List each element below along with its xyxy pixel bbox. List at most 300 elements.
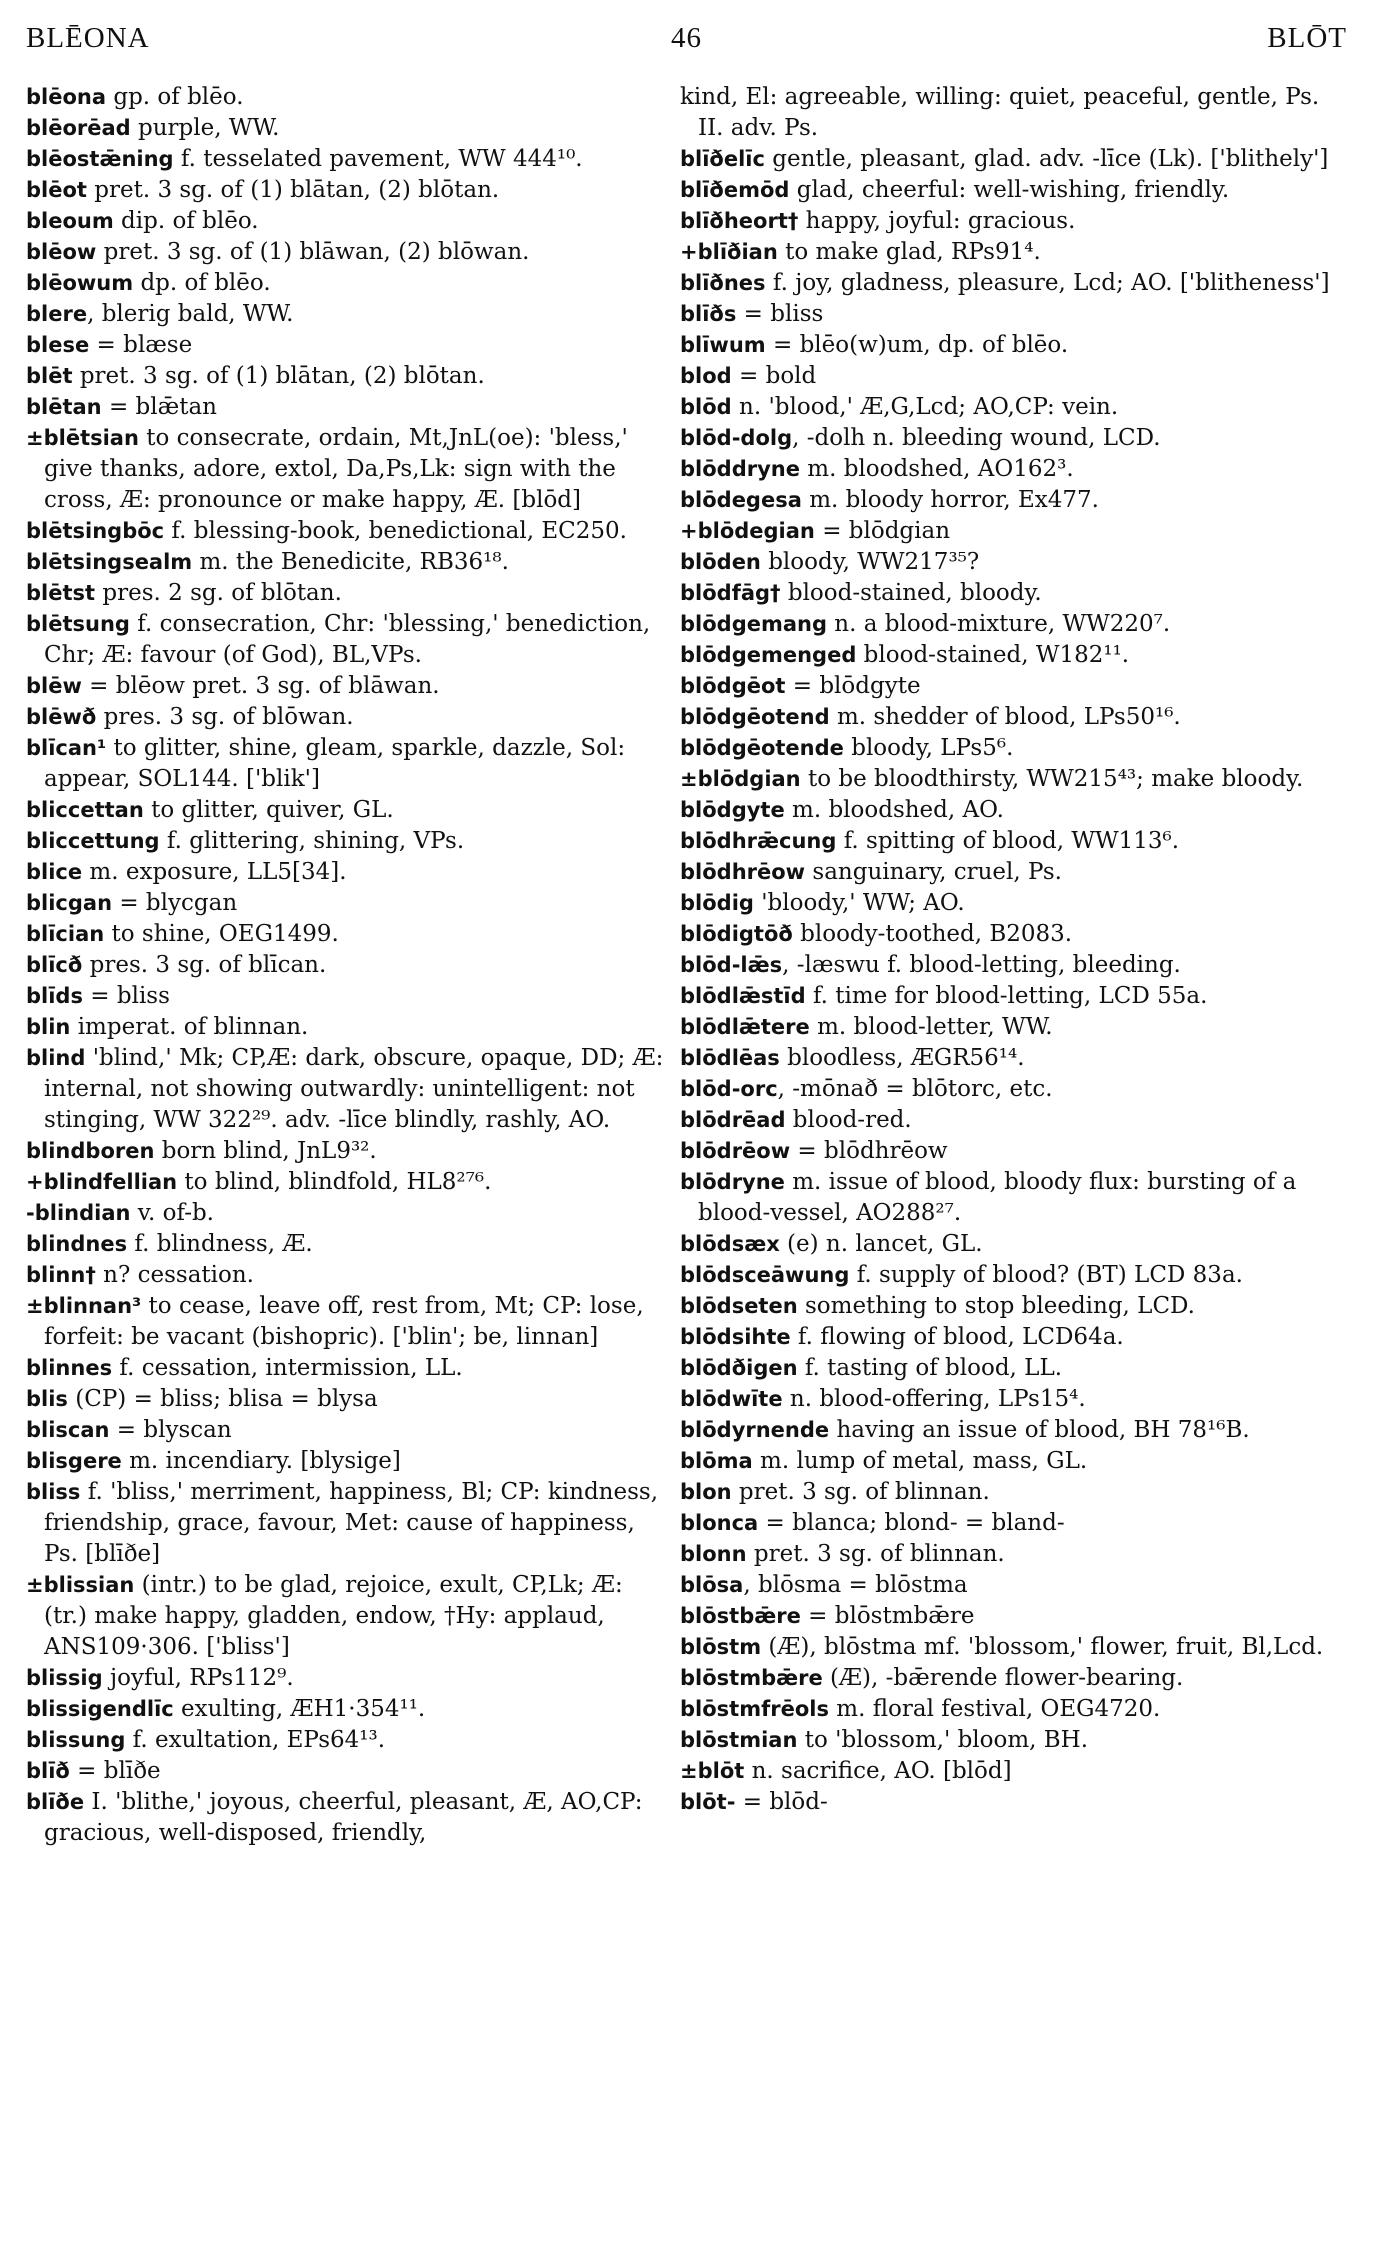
definition: m. floral festival, OEG4720.: [828, 1696, 1161, 1722]
headword: blēowum: [26, 271, 134, 295]
headword: blōt-: [680, 1790, 736, 1814]
headword: blōdgēotend: [680, 705, 830, 729]
dictionary-entry: [26, 733, 666, 795]
dictionary-entry: [680, 1384, 1336, 1415]
headword: blōdsihte: [680, 1325, 791, 1349]
headword: blōddryne: [680, 457, 800, 481]
definition: = blǣtan: [101, 394, 217, 420]
definition: joyful, RPs112⁹.: [102, 1665, 294, 1691]
definition: = blēow pret. 3 sg. of blāwan.: [81, 673, 440, 699]
headword: blōdhrǣcung: [680, 829, 837, 853]
headword: blisgere: [26, 1449, 122, 1473]
definition: = blīðe: [69, 1758, 161, 1784]
dictionary-entry: [680, 206, 1336, 237]
headword: blēot: [26, 178, 87, 202]
right-column: [680, 82, 1336, 1818]
definition: to blind, blindfold, HL8²⁷⁶.: [177, 1169, 492, 1195]
definition: m. lump of metal, mass, GL.: [752, 1448, 1088, 1474]
headword: blinnes: [26, 1356, 113, 1380]
definition: f. supply of blood? (BT) LCD 83a.: [849, 1262, 1243, 1288]
dictionary-entry: [680, 392, 1336, 423]
dictionary-entry: [680, 330, 1336, 361]
headword: blēona: [26, 85, 107, 109]
headword: blis: [26, 1387, 68, 1411]
definition: (e) n. lancet, GL.: [779, 1231, 983, 1257]
headword: blōd-lǣs: [680, 953, 783, 977]
dictionary-entry: [680, 640, 1336, 671]
headword: bliccettan: [26, 798, 144, 822]
definition: f. joy, gladness, pleasure, Lcd; AO. ['blitheness']: [765, 270, 1330, 296]
headword: blissigendlīc: [26, 1697, 174, 1721]
dictionary-entry: [26, 857, 666, 888]
headword: blēw: [26, 674, 82, 698]
definition: n. 'blood,' Æ,G,Lcd; AO,CP: vein.: [731, 394, 1119, 420]
dictionary-entry: [680, 361, 1336, 392]
dictionary-entry: [26, 206, 666, 237]
dictionary-entry: [680, 82, 1336, 144]
definition: pres. 3 sg. of blōwan.: [96, 704, 354, 730]
definition: bloody-toothed, B2083.: [792, 921, 1073, 947]
dictionary-entry: [680, 547, 1336, 578]
dictionary-entry: [26, 1663, 666, 1694]
definition: blood-stained, bloody.: [780, 580, 1042, 606]
definition: = bold: [731, 363, 817, 389]
headword: blissung: [26, 1728, 126, 1752]
dictionary-entry: [680, 144, 1336, 175]
definition: (Æ), blōstma mf. 'blossom,' flower, fruit, Bl,Lcd.: [761, 1634, 1324, 1660]
dictionary-entry: [26, 888, 666, 919]
headword: blētst: [26, 581, 96, 605]
headword: blindboren: [26, 1139, 155, 1163]
dictionary-entry: [26, 1043, 666, 1136]
dictionary-entry: [680, 423, 1336, 454]
dictionary-entry: [680, 268, 1336, 299]
headword: blōdrēad: [680, 1108, 786, 1132]
headword: blōdryne: [680, 1170, 785, 1194]
headword: blōstbǣre: [680, 1604, 801, 1628]
dictionary-entry: [680, 888, 1336, 919]
headword: blōstmfrēols: [680, 1697, 829, 1721]
headword: blōstmian: [680, 1728, 798, 1752]
dictionary-entry: [680, 1756, 1336, 1787]
headword: blētsingsealm: [26, 550, 193, 574]
dictionary-entry: [26, 981, 666, 1012]
dictionary-entry: [26, 702, 666, 733]
dictionary-entry: [26, 1384, 666, 1415]
dictionary-entry: [26, 299, 666, 330]
definition: = blycgan: [112, 890, 238, 916]
dictionary-entry: [26, 1570, 666, 1663]
definition: m. exposure, LL5[34].: [82, 859, 347, 885]
dictionary-entry: [26, 1477, 666, 1570]
definition: = blōd-: [735, 1789, 828, 1815]
definition: n. blood-offering, LPs15⁴.: [782, 1386, 1086, 1412]
definition: f. exultation, EPs64¹³.: [125, 1727, 386, 1753]
definition: f. spitting of blood, WW113⁶.: [836, 828, 1180, 854]
definition: 'blind,' Mk; CP,Æ: dark, obscure, opaque, DD; Æ: internal, not showing outwardly: unintelligent: not stinging, WW 322²⁹. adv. -līce blindly, rashly, AO.: [44, 1045, 664, 1133]
dictionary-entry: [680, 733, 1336, 764]
definition: pret. 3 sg. of blinnan.: [746, 1541, 1005, 1567]
headword: blīðnes: [680, 271, 766, 295]
headword: +blīðian: [680, 240, 778, 264]
definition: = blyscan: [109, 1417, 232, 1443]
definition: gentle, pleasant, glad. adv. -līce (Lk). ['blithely']: [764, 146, 1329, 172]
dictionary-entry: [680, 764, 1336, 795]
definition: to cease, leave off, rest from, Mt; CP: lose, forfeit: be vacant (bishopric). ['blin'; be, linnan]: [44, 1293, 644, 1350]
headword: blicgan: [26, 891, 113, 915]
definition: glad, cheerful: well-wishing, friendly.: [789, 177, 1230, 203]
dictionary-entry: [26, 1167, 666, 1198]
definition: m. incendiary. [blysige]: [121, 1448, 401, 1474]
headword: blōdhrēow: [680, 860, 806, 884]
headword: blīcð: [26, 953, 83, 977]
headword: blōdðigen: [680, 1356, 798, 1380]
definition: f. blessing-book, benedictional, EC250.: [164, 518, 627, 544]
dictionary-entry: [26, 1446, 666, 1477]
headword: blīð: [26, 1759, 70, 1783]
definition: , -læswu f. blood-letting, bleeding.: [782, 952, 1181, 978]
definition: gp. of blēo.: [106, 84, 244, 110]
headword: blēt: [26, 364, 73, 388]
headword: blere: [26, 302, 88, 326]
definition: m. bloodshed, AO162³.: [799, 456, 1074, 482]
headword: blinn†: [26, 1263, 96, 1287]
dictionary-entry: [26, 1012, 666, 1043]
headword: -blindian: [26, 1201, 131, 1225]
headword: blōdsceāwung: [680, 1263, 850, 1287]
dictionary-entry: [26, 1694, 666, 1725]
headword: blētsingbōc: [26, 519, 165, 543]
dictionary-entry: [680, 1167, 1336, 1229]
dictionary-entry: [680, 578, 1336, 609]
dictionary-entry: [680, 1012, 1336, 1043]
definition: sanguinary, cruel, Ps.: [805, 859, 1062, 885]
headword: blōstm: [680, 1635, 762, 1659]
dictionary-entry: [680, 981, 1336, 1012]
definition: n. a blood-mixture, WW220⁷.: [827, 611, 1171, 637]
definition: pret. 3 sg. of blinnan.: [731, 1479, 990, 1505]
dictionary-entry: [26, 268, 666, 299]
dictionary-entry: [680, 1415, 1336, 1446]
dictionary-entry: [680, 1074, 1336, 1105]
dictionary-entry: [680, 516, 1336, 547]
dictionary-entry: [680, 1136, 1336, 1167]
headword: blōd: [680, 395, 732, 419]
definition: = blōdhrēow: [790, 1138, 948, 1164]
definition: something to stop bleeding, LCD.: [797, 1293, 1195, 1319]
definition: m. bloodshed, AO.: [784, 797, 1004, 823]
dictionary-entry: [26, 1353, 666, 1384]
definition: = blanca; blond- = bland-: [758, 1510, 1065, 1536]
definition: , blerig bald, WW.: [87, 301, 294, 327]
dictionary-entry: [26, 1415, 666, 1446]
headword: blod: [680, 364, 732, 388]
dictionary-entry: [680, 1787, 1336, 1818]
dictionary-entry: [680, 1632, 1336, 1663]
definition: , -mōnað = blōtorc, etc.: [777, 1076, 1053, 1102]
dictionary-entry: [26, 1260, 666, 1291]
definition: = bliss: [82, 983, 170, 1009]
definition: imperat. of blinnan.: [70, 1014, 309, 1040]
dictionary-entry: [680, 919, 1336, 950]
dictionary-entry: [26, 330, 666, 361]
headword: blēorēad: [26, 116, 131, 140]
headword: blice: [26, 860, 83, 884]
dictionary-entry: [26, 516, 666, 547]
headword: ±blissian: [26, 1573, 135, 1597]
dictionary-entry: [680, 1694, 1336, 1725]
definition: 'bloody,' WW; AO.: [753, 890, 965, 916]
dictionary-entry: [680, 671, 1336, 702]
dictionary-entry: [680, 609, 1336, 640]
definition: I. 'blithe,' joyous, cheerful, pleasant, Æ, AO,CP: gracious, well-disposed, friendly,: [44, 1789, 643, 1846]
dictionary-entry: [680, 1322, 1336, 1353]
headword: blōden: [680, 550, 761, 574]
definition: f. flowing of blood, LCD64a.: [790, 1324, 1124, 1350]
dictionary-entry: [26, 1229, 666, 1260]
headword: blōstmbǣre: [680, 1666, 823, 1690]
dictionary-entry: [680, 1508, 1336, 1539]
headword: blōdwīte: [680, 1387, 783, 1411]
definition: m. bloody horror, Ex477.: [801, 487, 1099, 513]
dictionary-entry: [680, 857, 1336, 888]
definition: exulting, ÆH1·354¹¹.: [173, 1696, 426, 1722]
definition: , blōsma = blōstma: [743, 1572, 968, 1598]
headword: blōsa: [680, 1573, 744, 1597]
definition: (CP) = bliss; blisa = blysa: [67, 1386, 378, 1412]
headword: +blōdegian: [680, 519, 815, 543]
dictionary-entry: [26, 361, 666, 392]
headword: blon: [680, 1480, 732, 1504]
dictionary-entry: [680, 1446, 1336, 1477]
left-column: [26, 82, 666, 1849]
headword: blonn: [680, 1542, 747, 1566]
dictionary-entry: [26, 826, 666, 857]
definition: = blōdgyte: [785, 673, 921, 699]
headword: blēwð: [26, 705, 97, 729]
definition: = bliss: [736, 301, 824, 327]
headword: blōdlǣstīd: [680, 984, 806, 1008]
definition: to be bloodthirsty, WW215⁴³; make bloody.: [800, 766, 1304, 792]
definition: pres. 2 sg. of blōtan.: [95, 580, 342, 606]
headword: blōdgyte: [680, 798, 785, 822]
definition: m. issue of blood, bloody flux: bursting of a blood-vessel, AO288²⁷.: [698, 1169, 1297, 1226]
definition: bloodless, ÆGR56¹⁴.: [779, 1045, 1025, 1071]
dictionary-entry: [26, 795, 666, 826]
headword: blōdgemenged: [680, 643, 857, 667]
dictionary-entry: [680, 826, 1336, 857]
definition: dp. of blēo.: [133, 270, 271, 296]
headword: blissig: [26, 1666, 103, 1690]
headword: blōdseten: [680, 1294, 798, 1318]
headword: blōdgemang: [680, 612, 827, 636]
definition: to shine, OEG1499.: [104, 921, 339, 947]
definition: f. blindness, Æ.: [127, 1231, 313, 1257]
definition: bloody, LPs5⁶.: [843, 735, 1014, 761]
definition: blood-stained, W182¹¹.: [856, 642, 1130, 668]
dictionary-entry: [26, 671, 666, 702]
headword: blīwum: [680, 333, 766, 357]
headword: blīcan¹: [26, 736, 107, 760]
definition: to consecrate, ordain, Mt,JnL(oe): 'bless,' give thanks, adore, extol, Da,Ps,Lk: sign with the cross, Æ: pronounce or make happy, Æ. [blōd]: [44, 425, 628, 513]
headword: blind: [26, 1046, 86, 1070]
headword: blīðe: [26, 1790, 85, 1814]
headword: bleoum: [26, 209, 114, 233]
dictionary-entry: [26, 1725, 666, 1756]
headword: bliccettung: [26, 829, 160, 853]
definition: having an issue of blood, BH 78¹⁶B.: [829, 1417, 1250, 1443]
definition: f. glittering, shining, VPs.: [159, 828, 465, 854]
dictionary-entry: [26, 950, 666, 981]
definition: = blæse: [89, 332, 193, 358]
headword: blīds: [26, 984, 83, 1008]
dictionary-entry: [680, 1043, 1336, 1074]
dictionary-entry: [26, 237, 666, 268]
definition: f. tasting of blood, LL.: [797, 1355, 1063, 1381]
definition: f. time for blood-letting, LCD 55a.: [805, 983, 1208, 1009]
dictionary-entry: [680, 702, 1336, 733]
definition: pret. 3 sg. of (1) blātan, (2) blōtan.: [86, 177, 500, 203]
definition: , -dolh n. bleeding wound, LCD.: [792, 425, 1161, 451]
dictionary-entry: [680, 175, 1336, 206]
page-number: 46: [671, 22, 702, 54]
dictionary-entry: [26, 423, 666, 516]
definition: bloody, WW217³⁵?: [760, 549, 980, 575]
headword: blōdig: [680, 891, 754, 915]
headword: blīcian: [26, 922, 105, 946]
headword: blōdgēotende: [680, 736, 844, 760]
running-header: [26, 22, 1347, 62]
dictionary-entry: [680, 454, 1336, 485]
definition: happy, joyful: gracious.: [798, 208, 1076, 234]
headword: blōdrēow: [680, 1139, 791, 1163]
definition: pret. 3 sg. of (1) blāwan, (2) blōwan.: [96, 239, 530, 265]
definition: pres. 3 sg. of blīcan.: [82, 952, 327, 978]
dictionary-entry: [26, 1787, 666, 1849]
definition: dip. of blēo.: [113, 208, 259, 234]
definition: to make glad, RPs91⁴.: [777, 239, 1041, 265]
right-running-head: BLŌT: [1267, 22, 1347, 54]
dictionary-entry: [680, 795, 1336, 826]
headword: blōdigtōð: [680, 922, 793, 946]
dictionary-entry: [680, 1105, 1336, 1136]
dictionary-entry: [680, 1601, 1336, 1632]
definition: born blind, JnL9³².: [154, 1138, 377, 1164]
headword: blīðemōd: [680, 178, 790, 202]
dictionary-entry: [680, 1229, 1336, 1260]
dictionary-entry: [680, 1353, 1336, 1384]
headword: ±blōt: [680, 1759, 745, 1783]
headword: ±blētsian: [26, 426, 139, 450]
definition: pret. 3 sg. of (1) blātan, (2) blōtan.: [72, 363, 485, 389]
headword: blōdyrnende: [680, 1418, 830, 1442]
dictionary-entry: [26, 1756, 666, 1787]
headword: blēostǣning: [26, 147, 174, 171]
dictionary-entry: [26, 113, 666, 144]
dictionary-entry: [26, 609, 666, 671]
definition: f. consecration, Chr: 'blessing,' benediction, Chr; Æ: favour (of God), BL,VPs.: [44, 611, 651, 668]
headword: ±blinnan³: [26, 1294, 142, 1318]
dictionary-entry: [680, 1663, 1336, 1694]
definition: blood-red.: [785, 1107, 912, 1133]
dictionary-entry: [680, 1260, 1336, 1291]
headword: blēow: [26, 240, 97, 264]
dictionary-entry: [680, 485, 1336, 516]
definition: m. shedder of blood, LPs50¹⁶.: [829, 704, 1181, 730]
headword: blīðs: [680, 302, 737, 326]
headword: bliscan: [26, 1418, 110, 1442]
dictionary-entry: [680, 1570, 1336, 1601]
dictionary-entry: [26, 578, 666, 609]
dictionary-entry: [26, 919, 666, 950]
definition: n? cessation.: [95, 1262, 254, 1288]
headword: +blindfellian: [26, 1170, 178, 1194]
dictionary-entry: [26, 1291, 666, 1353]
headword: blōdgēot: [680, 674, 786, 698]
definition: m. blood-letter, WW.: [809, 1014, 1053, 1040]
definition: (Æ), -bǣrende flower-bearing.: [822, 1665, 1184, 1691]
dictionary-entry: [26, 392, 666, 423]
dictionary-entry: [680, 237, 1336, 268]
definition: = blōstmbǣre: [800, 1603, 975, 1629]
headword: blōma: [680, 1449, 753, 1473]
headword: blōd-orc: [680, 1077, 778, 1101]
headword: blīðelīc: [680, 147, 765, 171]
headword: ±blōdgian: [680, 767, 801, 791]
dictionary-entry: [26, 1198, 666, 1229]
dictionary-entry: [680, 1291, 1336, 1322]
headword: blīðheort†: [680, 209, 799, 233]
dictionary-entry: [680, 1725, 1336, 1756]
headword: blōdlēas: [680, 1046, 780, 1070]
dictionary-entry: [26, 144, 666, 175]
headword: blese: [26, 333, 90, 357]
left-running-head: BLĒONA: [26, 22, 150, 54]
definition: = blēo(w)um, dp. of blēo.: [765, 332, 1069, 358]
headword: blōd-dolg: [680, 426, 793, 450]
headword: blindnes: [26, 1232, 128, 1256]
headword: blētan: [26, 395, 102, 419]
dictionary-entry: [680, 1477, 1336, 1508]
headword: blōdlǣtere: [680, 1015, 810, 1039]
definition: v. of-b.: [130, 1200, 214, 1226]
definition: to 'blossom,' bloom, BH.: [797, 1727, 1089, 1753]
definition: n. sacrifice, AO. [blōd]: [744, 1758, 1012, 1784]
definition: = blōdgian: [814, 518, 951, 544]
headword: blōdegesa: [680, 488, 802, 512]
headword: blonca: [680, 1511, 759, 1535]
definition: purple, WW.: [130, 115, 280, 141]
dictionary-entry: [26, 1136, 666, 1167]
dictionary-entry: [680, 299, 1336, 330]
headword: blōdsæx: [680, 1232, 780, 1256]
dictionary-entry: [26, 82, 666, 113]
definition: kind, El: agreeable, willing: quiet, peaceful, gentle, Ps. II. adv. Ps.: [680, 84, 1320, 141]
dictionary-entry: [26, 175, 666, 206]
definition: f. cessation, intermission, LL.: [112, 1355, 463, 1381]
headword: blin: [26, 1015, 71, 1039]
headword: blētsung: [26, 612, 130, 636]
definition: f. 'bliss,' merriment, happiness, Bl; CP: kindness, friendship, grace, favour, Met: cause of happiness, Ps. [blīðe]: [44, 1479, 659, 1567]
dictionary-entry: [26, 547, 666, 578]
definition: f. tesselated pavement, WW 444¹⁰.: [173, 146, 583, 172]
definition: m. the Benedicite, RB36¹⁸.: [192, 549, 509, 575]
headword: bliss: [26, 1480, 81, 1504]
headword: blōdfāg†: [680, 581, 781, 605]
definition: to glitter, quiver, GL.: [143, 797, 394, 823]
definition: (intr.) to be glad, rejoice, exult, CP,Lk; Æ: (tr.) make happy, gladden, endow, †Hy: applaud, ANS109·306. ['bliss']: [44, 1572, 623, 1660]
dictionary-entry: [680, 1539, 1336, 1570]
